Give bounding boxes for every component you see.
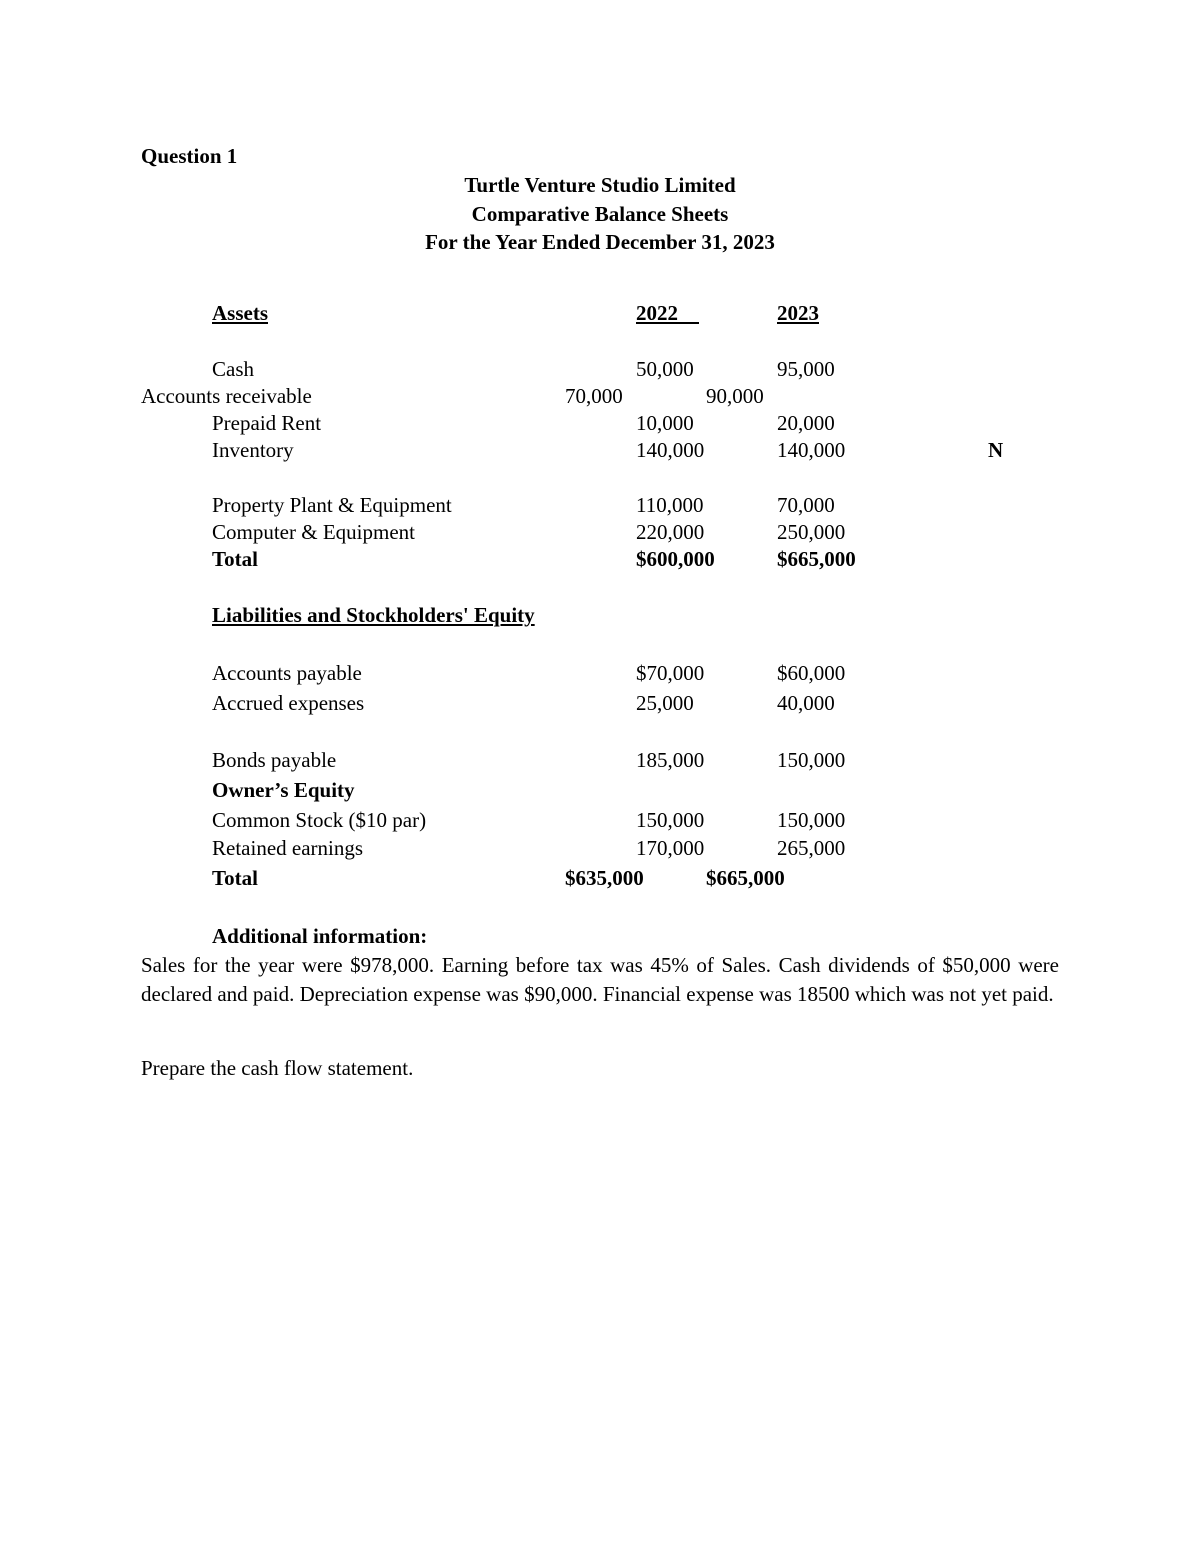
assets-header: Assets: [212, 301, 268, 325]
value-2022: 70,000: [565, 384, 623, 408]
row-label: Total: [212, 547, 258, 571]
value-2022: 140,000: [636, 438, 705, 462]
value-2023: 95,000: [777, 357, 835, 381]
row-label: Bonds payable: [212, 748, 337, 772]
row-label: Accrued expenses: [212, 691, 365, 715]
row-label: Accounts receivable: [141, 384, 312, 408]
value-2023: $665,000: [706, 866, 785, 890]
column-2023-header: 2023: [777, 301, 819, 325]
liabilities-header: Liabilities and Stockholders' Equity: [212, 603, 535, 627]
statement-period: For the Year Ended December 31, 2023: [425, 230, 775, 254]
value-2023: 140,000: [777, 438, 846, 462]
value-2022: 150,000: [636, 808, 705, 832]
column-2022-header: 2022: [636, 301, 678, 325]
row-label: Computer & Equipment: [212, 520, 415, 544]
value-2023: 40,000: [777, 691, 835, 715]
value-2023: 150,000: [777, 748, 846, 772]
value-2023: 70,000: [777, 493, 835, 517]
instruction-text: Prepare the cash flow statement.: [141, 1056, 414, 1080]
value-2023: 150,000: [777, 808, 846, 832]
row-label: Accounts payable: [212, 661, 362, 685]
value-2022: $70,000: [636, 661, 705, 685]
value-2022: 110,000: [636, 493, 704, 517]
row-label: Inventory: [212, 438, 294, 462]
owners-equity-header: Owner’s Equity: [212, 778, 355, 802]
value-2022: 25,000: [636, 691, 694, 715]
additional-info-text: Sales for the year were $978,000. Earning before tax was 45% of Sales. Cash dividends of $50,000 were declared and paid. Depreciation expense was $90,000. Financial expense was 18500 which was not yet paid.: [141, 953, 1059, 1006]
value-2022: $600,000: [636, 547, 715, 571]
value-2022: 50,000: [636, 357, 694, 381]
row-label: Prepaid Rent: [212, 411, 322, 435]
row-label: Common Stock ($10 par): [212, 808, 427, 832]
question-heading: Question 1: [141, 144, 238, 168]
value-2022: 185,000: [636, 748, 705, 772]
value-2023: 20,000: [777, 411, 835, 435]
value-2022: 170,000: [636, 836, 705, 860]
value-2023: 250,000: [777, 520, 846, 544]
row-label: Retained earnings: [212, 836, 364, 860]
value-2023: 265,000: [777, 836, 846, 860]
stray-mark: N: [988, 438, 1004, 462]
row-label: Property Plant & Equipment: [212, 493, 452, 517]
value-2022: 220,000: [636, 520, 705, 544]
value-2023: 90,000: [706, 384, 764, 408]
value-2022: $635,000: [565, 866, 644, 890]
row-label: Cash: [212, 357, 254, 381]
value-2023: $60,000: [777, 661, 846, 685]
statement-title: Comparative Balance Sheets: [471, 202, 729, 226]
row-label: Total: [212, 866, 258, 890]
value-2023: $665,000: [777, 547, 856, 571]
company-name: Turtle Venture Studio Limited: [464, 173, 736, 197]
additional-info-header: Additional information:: [212, 924, 428, 948]
value-2022: 10,000: [636, 411, 694, 435]
